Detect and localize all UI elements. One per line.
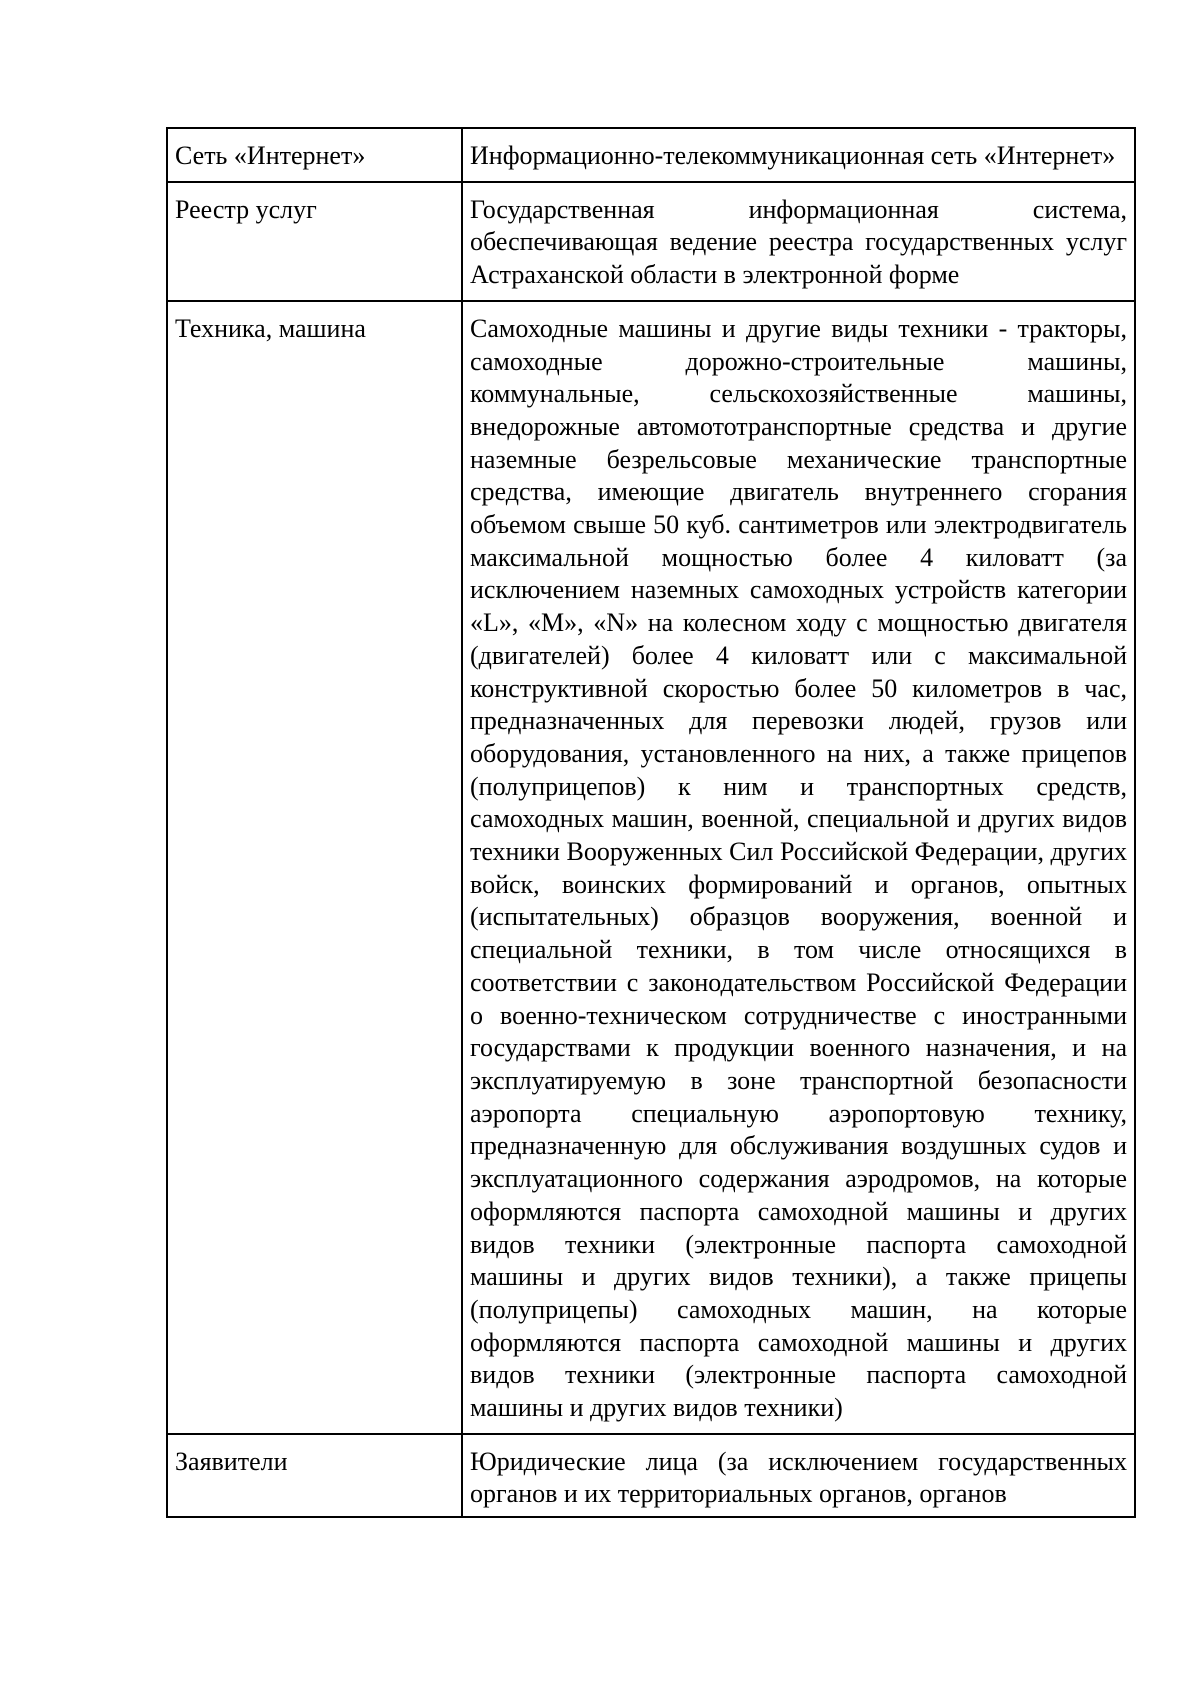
term-cell [167,1434,462,1517]
term-text: Техника, машина [175,313,366,343]
term-text: Реестр услуг [175,194,317,224]
definitions-table [166,127,1136,1518]
term-cell [167,182,462,301]
term-text: Заявители [175,1446,288,1476]
table-row [167,1434,1135,1517]
term-text: Сеть «Интернет» [175,141,366,170]
definition-cell [462,301,1135,1434]
definition-text: Информационно-телекоммуникационная сеть «Интернет» [470,141,1116,170]
table-row [167,128,1135,182]
definition-text: Юридические лица (за исключением государственных органов и их территориальных органов, органов [470,1446,1127,1509]
definition-cell [462,128,1135,182]
term-cell [167,301,462,1434]
term-cell [167,128,462,182]
table-row [167,182,1135,301]
table-row [167,301,1135,1434]
definition-text: Государственная информационная система, обеспечивающая ведение реестра государственных услуг Астраханской области в электронной форме [470,194,1127,290]
definition-cell [462,1434,1135,1517]
definition-cell [462,182,1135,301]
definition-text: Самоходные машины и другие виды техники - тракторы, самоходные дорожно-строительные машины, коммунальные, сельскохозяйственные машины, внедорожные автомототранспортные средства и другие наземные безрельсовые механические транспортные средства, имеющие двигатель внутреннего сгорания объемом свыше 50 куб. сантиметров или электродвигатель максимальной мощностью более 4 киловатт (за исключением наземных самоходных устройств категории «L», «M», «N» на колесном ходу с мощностью двигателя (двигателей) более 4 киловатт или с максимальной конструктивной скоростью более 50 километров в час, предназначенных для перевозки людей, грузов или оборудования, установленного на них, а также прицепов (полуприцепов) к ним и транспортных средств, самоходных машин, военной, специальной и других видов техники Вооруженных Сил Российской Федерации, других войск, воинских формирований и органов, опытных (испытательных) образцов вооружения, военной и специальной техники, в том числе относящихся в соответствии с законодательством Российской Федерации о военно-техническом сотрудничестве с иностранными государствами к продукции военного назначения, и на эксплуатируемую в зоне транспортной безопасности аэропорта специальную аэропортовую технику, предназначенную для обслуживания воздушных судов и эксплуатационного содержания аэродромов, на которые оформляются паспорта самоходной машины и других видов техники (электронные паспорта самоходной машины и других видов техники), а также прицепы (полуприцепы) самоходных машин, на которые оформляются паспорта самоходной машины и других видов техники (электронные паспорта самоходной машины и других видов техники) [470,313,1127,1423]
